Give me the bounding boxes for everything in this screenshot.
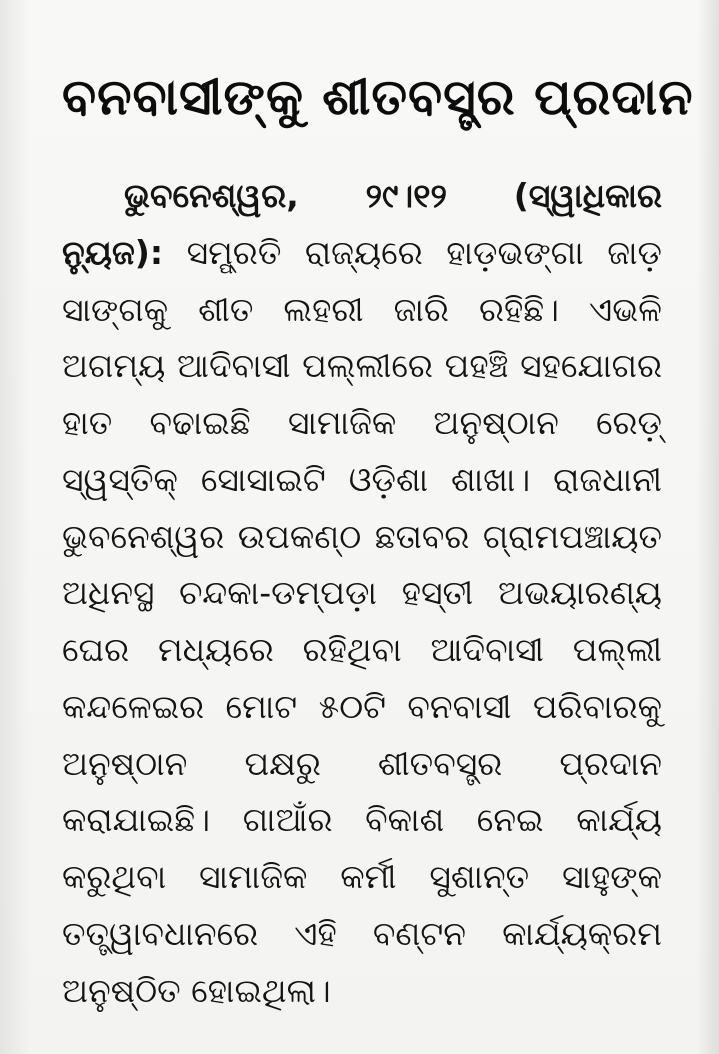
page-edge-shadow-right	[697, 0, 719, 1054]
article-headline: ବନବାସୀଙ୍କୁ ଶୀତବସ୍ତ୍ର ପ୍ରଦାନ	[62, 68, 694, 126]
article-dateline: ଭୁବନେଶ୍ୱର, ୨୯।୧୨ (ସ୍ୱାଧିକାର ନ୍ୟୁଜ):	[62, 176, 662, 272]
article-text: ସମ୍ପ୍ରତି ରାଜ୍ୟରେ ହାଡ଼ଭଙ୍ଗା ଜାଡ଼ ସାଙ୍ଗକୁ ଶୀତ ଲହରୀ ଜାରି ରହିଛି। ଏଭଳି ଅଗମ୍ୟ ଆଦିବାସୀ ପଲ୍ଲୀରେ ପହଞ୍ଚି ସହଯୋଗର ହାତ ବଢାଇଛି ସାମାଜିକ ଅନୁଷ୍ଠାନ ରେଡ଼୍ ସ୍ୱସ୍ତିକ୍ ସୋସାଇଟି ଓଡ଼ିଶା ଶାଖା। ରାଜଧାନୀ ଭୁବନେଶ୍ୱର ଉପକଣ୍ଠ ଛତାବର ଗ୍ରାମପଞ୍ଚାୟତ ଅଧିନସ୍ଥ ଚନ୍ଦକା-ଡମ୍ପଡ଼ା ହସ୍ତୀ ଅଭୟାରଣ୍ୟ ଘେର ମଧ୍ୟରେ ରହିଥିବା ଆଦିବାସୀ ପଲ୍ଲୀ କନ୍ଦଳେଇର ମୋଟ ୫୦ଟି ବନବାସୀ ପରିବାରକୁ ଅନୁଷ୍ଠାନ ପକ୍ଷରୁ ଶୀତବସ୍ତ୍ର ପ୍ରଦାନ କରାଯାଇଛି। ଗାଆଁର ବିକାଶ ନେଇ କାର୍ଯ୍ୟ କରୁଥିବା ସାମାଜିକ କର୍ମୀ ସୁଶାନ୍ତ ସାହୁଙ୍କ ତତ୍ତ୍ୱାବଧାନରେ ଏହି ବଣ୍ଟନ କାର୍ଯ୍ୟକ୍ରମ ଅନୁଷ୍ଠିତ ହୋଇଥିଲା।	[62, 232, 662, 1010]
article-paragraph	[62, 168, 662, 1019]
page-edge-shadow-left	[0, 0, 30, 1054]
article-body	[62, 168, 662, 1019]
